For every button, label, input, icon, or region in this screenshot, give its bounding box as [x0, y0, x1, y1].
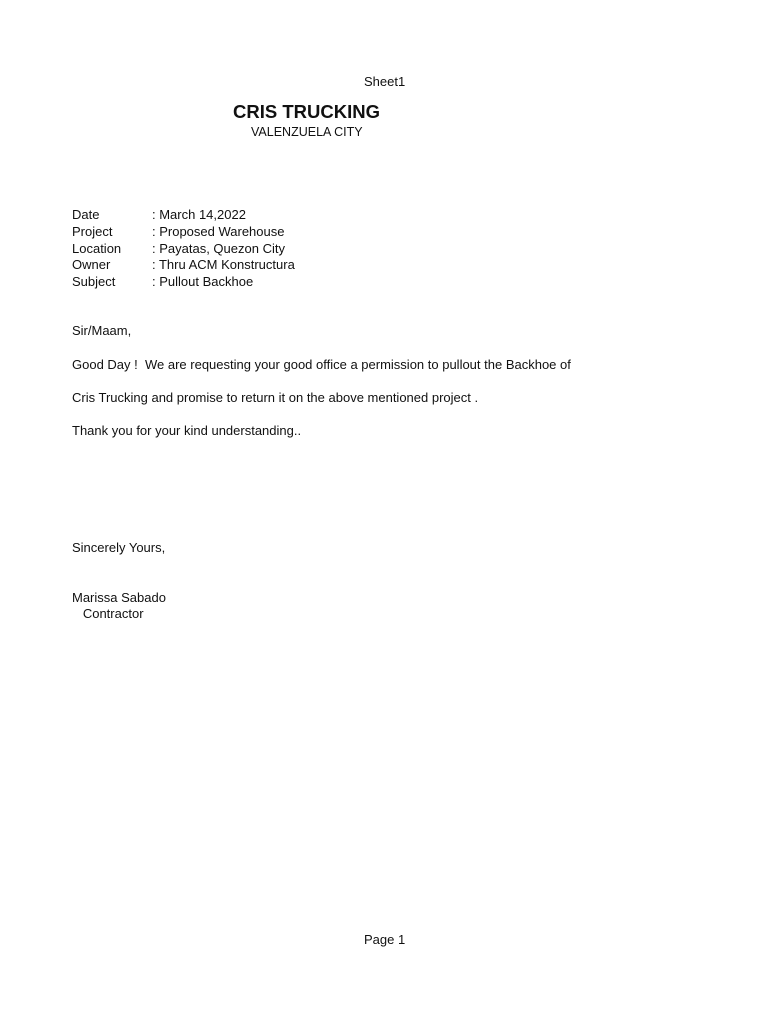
signer-name: Marissa Sabado	[72, 590, 166, 605]
field-value-date: : March 14,2022	[152, 207, 246, 222]
body-line-1: Good Day ! We are requesting your good office a permission to pullout the Backhoe of	[72, 357, 571, 372]
sheet-name: Sheet1	[364, 74, 406, 89]
field-label-subject: Subject	[72, 274, 116, 289]
body-line-3: Thank you for your kind understanding..	[72, 423, 302, 438]
signer-title: Contractor	[72, 606, 144, 621]
salutation: Sir/Maam,	[72, 323, 132, 338]
company-city: VALENZUELA CITY	[251, 125, 363, 139]
field-value-owner: : Thru ACM Konstructura	[152, 257, 295, 272]
field-value-subject: : Pullout Backhoe	[152, 274, 254, 289]
body-line-2: Cris Trucking and promise to return it on the above mentioned project .	[72, 390, 479, 405]
company-name: CRIS TRUCKING	[233, 101, 380, 122]
page-number: Page 1	[364, 932, 406, 947]
field-value-project: : Proposed Warehouse	[152, 224, 285, 239]
field-label-location: Location	[72, 241, 122, 256]
field-label-date: Date	[72, 207, 100, 222]
closing: Sincerely Yours,	[72, 540, 166, 555]
field-label-owner: Owner	[72, 257, 111, 272]
field-label-project: Project	[72, 224, 113, 239]
field-value-location: : Payatas, Quezon City	[152, 241, 285, 256]
